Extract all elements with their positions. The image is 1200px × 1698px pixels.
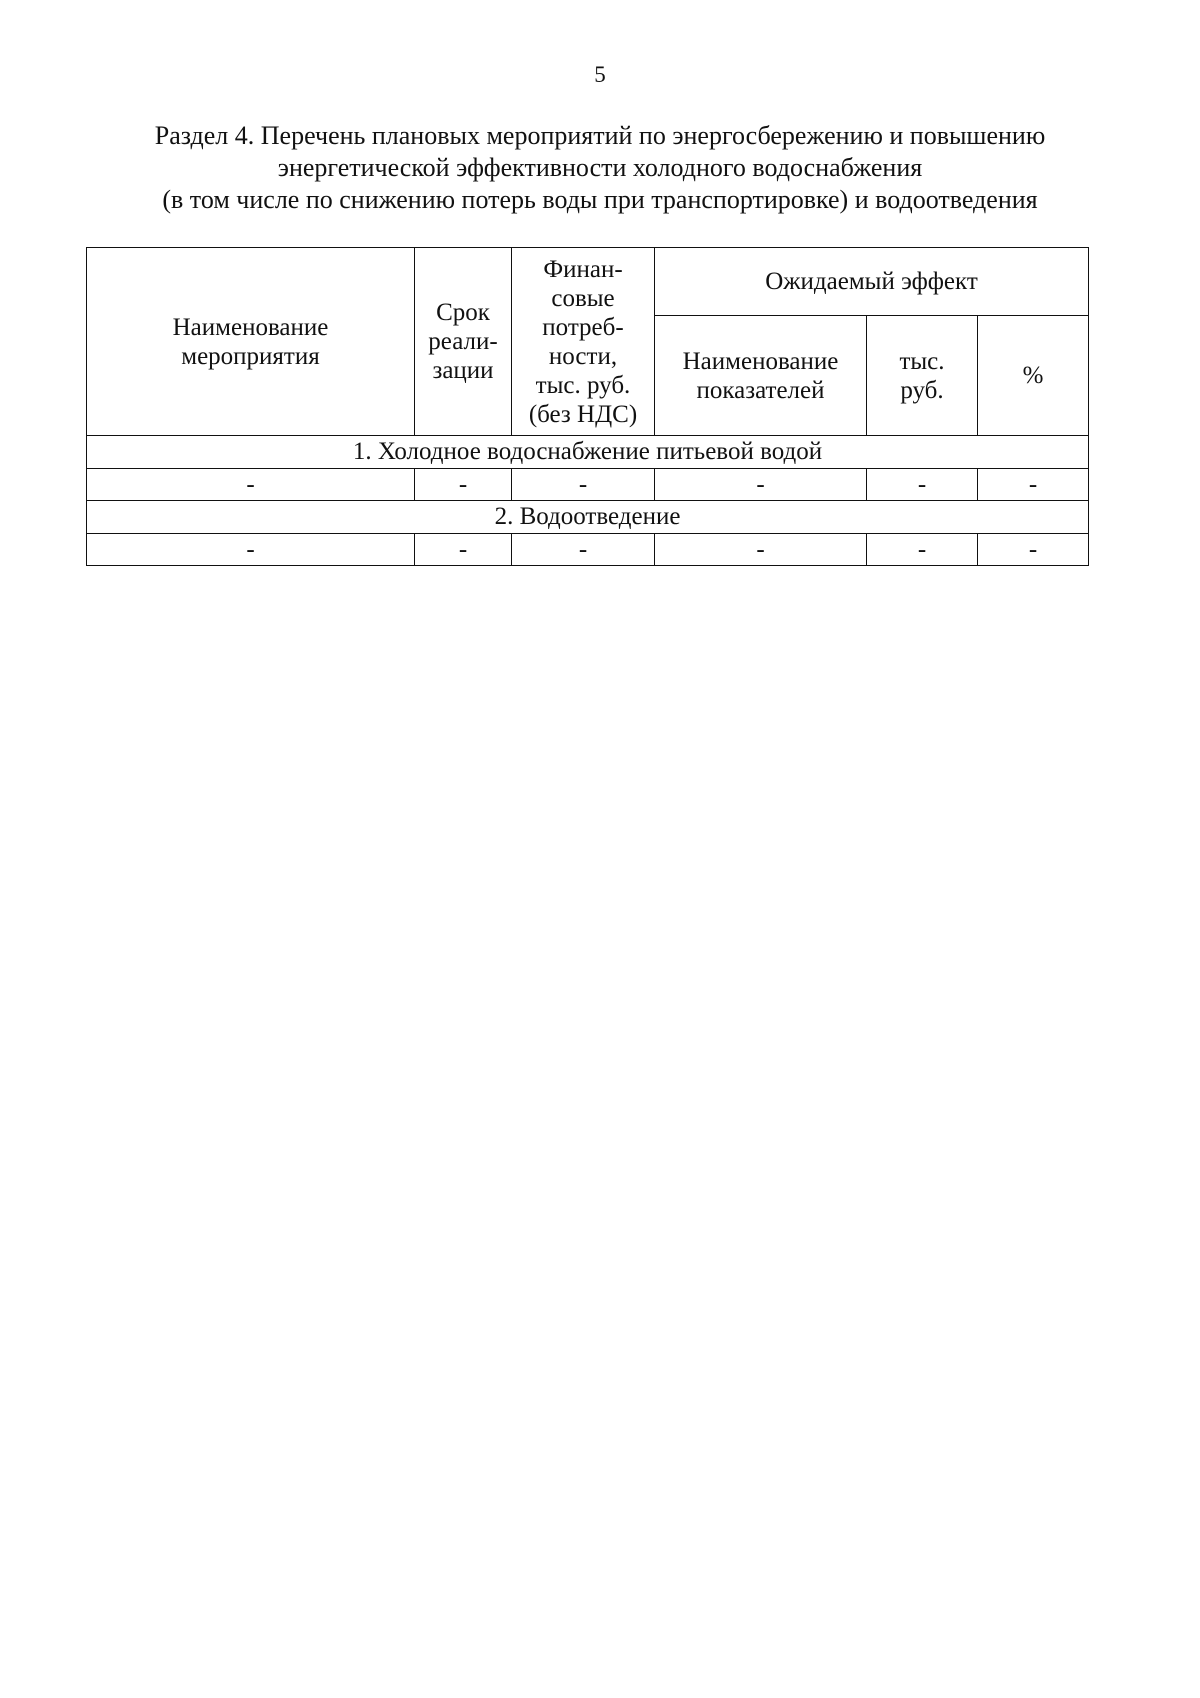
table-row <box>87 534 1089 566</box>
table-cell: - <box>415 469 512 501</box>
header-percent: % <box>978 316 1089 436</box>
table-cell: - <box>867 469 978 501</box>
section-title-cold-water: 1. Холодное водоснабжение питьевой водой <box>87 436 1089 469</box>
title-line-1: Раздел 4. Перечень плановых мероприятий по энергосбережению и повышению <box>154 121 1046 150</box>
section-title <box>80 120 1120 216</box>
header-term: Срок реали- зации <box>415 248 512 436</box>
section-title-wastewater: 2. Водоотведение <box>87 501 1089 534</box>
header-thousand-rub: тыс. руб. <box>867 316 978 436</box>
table-cell: - <box>655 534 867 566</box>
section-row-cold-water <box>87 436 1089 469</box>
title-line-2: энергетической эффективности холодного водоснабжения <box>277 153 923 182</box>
page-number: 5 <box>594 62 606 87</box>
header-expected-effect: Ожидаемый эффект <box>655 248 1089 316</box>
table-cell: - <box>655 469 867 501</box>
table-cell: - <box>867 534 978 566</box>
measures-table <box>86 247 1089 566</box>
table-cell: - <box>512 534 655 566</box>
header-indicators: Наименование показателей <box>655 316 867 436</box>
table-row <box>87 469 1089 501</box>
table-cell: - <box>978 534 1089 566</box>
table-cell: - <box>87 534 415 566</box>
header-finance: Финан- совые потреб- ности, тыс. руб. (без НДС) <box>512 248 655 436</box>
table-cell: - <box>87 469 415 501</box>
table-cell: - <box>512 469 655 501</box>
section-row-wastewater <box>87 501 1089 534</box>
table-cell: - <box>415 534 512 566</box>
title-line-3: (в том числе по снижению потерь воды при транспортировке) и водоотведения <box>162 185 1038 214</box>
header-measure-name: Наименование мероприятия <box>87 248 415 436</box>
table-cell: - <box>978 469 1089 501</box>
